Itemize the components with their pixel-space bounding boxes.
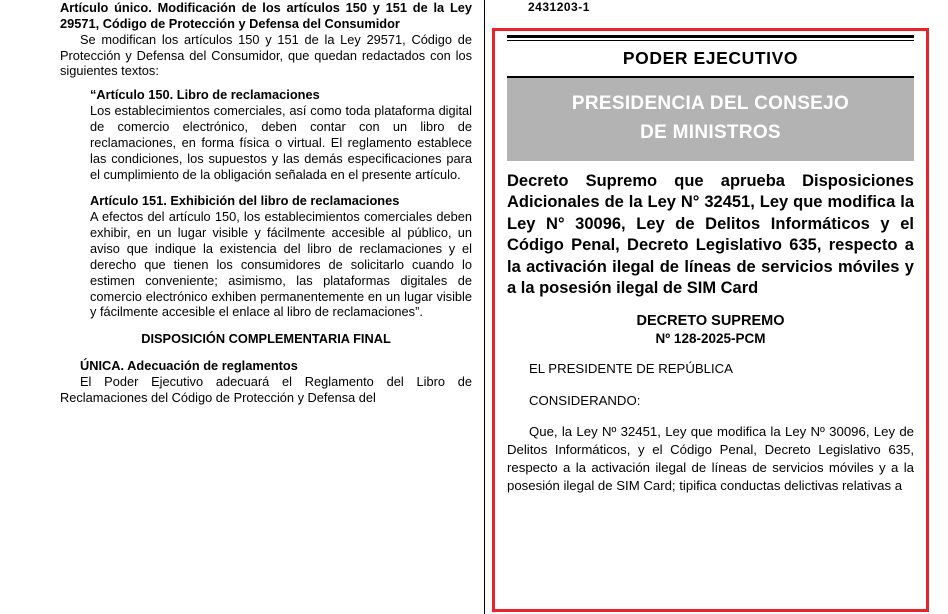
article-150-body: Los establecimientos comerciales, así como toda plataforma digital de comercio electrónico, deben contar con un libro de reclamaciones, en forma física o virtual. El reglamento establece las condiciones, los supuestos y las demás especificaciones para el cumplimiento de la obligación señalada en el presente artículo.: [90, 103, 472, 182]
article-151-title: Artículo 151. Exhibición del libro de reclamaciones: [90, 193, 400, 209]
spacer: [60, 347, 472, 358]
unica-heading: ÚNICA. Adecuación de reglamentos: [80, 358, 298, 374]
quoted-articles-block: [90, 87, 472, 320]
column-divider: [484, 0, 485, 614]
document-code: 2431203-1: [528, 0, 590, 14]
considerando-paragraph: Que, la Ley Nº 32451, Ley que modifica la Ley Nº 30096, Ley de Delitos Informáticos, y el Código Penal, Decreto Legislativo 635, respecto a la activación ilegal de líneas de servicios móviles y a la posesión ilegal de SIM Card; tipifica conductas delictivas relativas a: [507, 424, 914, 493]
unica-body: El Poder Ejecutivo adecuará el Reglamento del Libro de Reclamaciones del Código de Protección y Defensa del: [60, 374, 472, 405]
decreto-supremo-number: Nº 128-2025-PCM: [655, 330, 766, 346]
article-151-body: A efectos del artículo 150, los establecimientos comerciales deben exhibir, en un lugar visible y fácilmente accesible al público, un aviso que indique la existencia del libro de reclamaciones y el derecho que tienen los consumidores de solicitarlo cuando lo estimen conveniente; asimismo, las plataformas digitales de comercio electrónico exhiben permanentemente en un lugar visible y fácilmente accesible el enlace al libro de reclamaciones”.: [90, 209, 472, 320]
article-unique-label: Artículo único.: [60, 0, 152, 15]
decreto-sumilla: Decreto Supremo que aprueba Disposiciones Adicionales de la Ley N° 32451, Ley que modifica la Ley N° 30096, Ley de Delitos Informáticos y el Código Penal, Decreto Legislativo 635, respecto a la activación ilegal de líneas de servicios móviles y a la posesión ilegal de SIM Card: [507, 172, 914, 298]
spacer: [60, 320, 472, 331]
entidad-line-2: DE MINISTROS: [640, 121, 781, 143]
left-text-column: [60, 0, 472, 614]
poder-ejecutivo-heading: PODER EJECUTIVO: [622, 48, 799, 68]
decreto-supremo-section: [495, 31, 926, 609]
presidente-line: EL PRESIDENTE DE REPÚBLICA: [529, 360, 733, 376]
decreto-supremo-title: DECRETO SUPREMO: [636, 312, 785, 329]
article-150-title: “Artículo 150. Libro de reclamaciones: [90, 87, 320, 103]
entidad-line-1: PRESIDENCIA DEL CONSEJO: [571, 93, 850, 114]
spacer: [90, 182, 472, 193]
article-unique-title: Modificación de los artículos 150 y 151 de la Ley 29571, Código de Protección y Defensa del Consumidor: [60, 0, 472, 31]
disposicion-complementaria-heading: DISPOSICIÓN COMPLEMENTARIA FINAL: [141, 331, 391, 347]
right-text-column: [492, 0, 932, 614]
article-unique-heading: [60, 0, 472, 32]
considerando-label: CONSIDERANDO:: [529, 392, 641, 408]
entidad-banner: [507, 78, 914, 161]
article-intro-paragraph: Se modifican los artículos 150 y 151 de la Ley 29571, Código de Protección y Defensa del Consumidor, que quedan redactados con los siguientes textos:: [60, 31, 472, 79]
